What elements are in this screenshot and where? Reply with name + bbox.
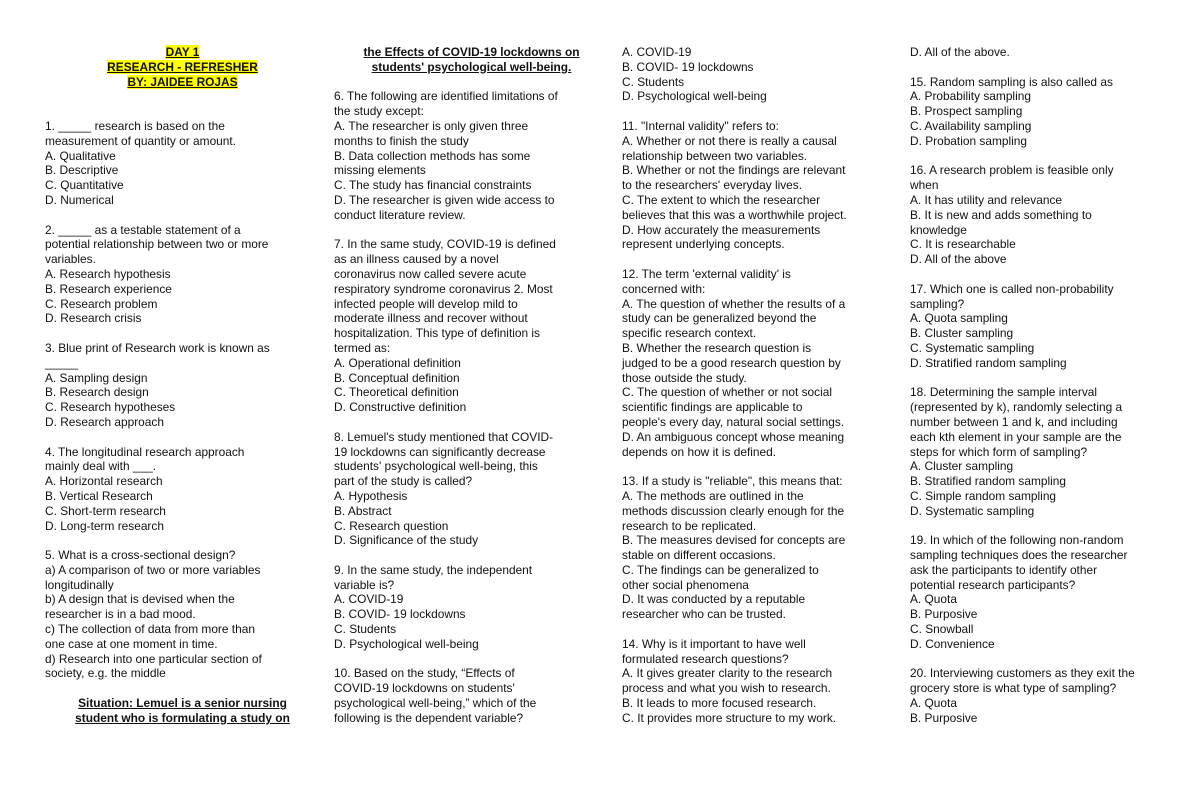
text-line: 14. Why is it important to have well	[622, 636, 806, 651]
text-line: B. Prospect sampling	[910, 104, 1023, 119]
text-line: longitudinally	[45, 577, 114, 592]
text-line: people's every day, natural social settings.	[622, 414, 845, 429]
text-line: concerned with:	[622, 281, 706, 296]
text-line: A. Quota	[910, 592, 957, 607]
text-line: 8. Lemuel's study mentioned that COVID-	[334, 429, 554, 444]
text-line: B. Purposive	[910, 710, 978, 725]
text-line: respiratory syndrome coronavirus 2. Most	[334, 281, 553, 296]
text-line: sampling?	[910, 296, 965, 311]
doc-title: RESEARCH - REFRESHER	[107, 59, 258, 74]
text-line: D. Research crisis	[45, 311, 142, 326]
text-line: specific research context.	[622, 326, 757, 341]
question-block	[334, 89, 609, 222]
text-line: C. Students	[334, 622, 397, 637]
text-line: A. Quota	[910, 696, 957, 711]
text-line: B. It is new and adds something to	[910, 207, 1092, 222]
text-line: D. An ambiguous concept whose meaning	[622, 429, 845, 444]
text-line: A. Horizontal research	[45, 474, 163, 489]
text-line: A. The question of whether the results of a	[622, 296, 846, 311]
text-line: knowledge	[910, 222, 967, 237]
author-line: BY: JAIDEE ROJAS	[127, 74, 238, 89]
question-block	[910, 75, 1185, 149]
text-line: other social phenomena	[622, 577, 749, 592]
text-line: missing elements	[334, 163, 426, 178]
text-line: 16. A research problem is feasible only	[910, 163, 1114, 178]
text-line: C. The question of whether or not social	[622, 385, 832, 400]
question-block	[910, 533, 1185, 651]
text-line: researcher is in a bad mood.	[45, 607, 196, 622]
text-line: society, e.g. the middle	[45, 666, 166, 681]
question-block	[910, 163, 1185, 267]
text-line: termed as:	[334, 340, 391, 355]
text-line: B. Research experience	[45, 281, 172, 296]
text-line: D. Psychological well-being	[334, 636, 479, 651]
text-line: D. Stratified random sampling	[910, 355, 1067, 370]
text-line: C. It is researchable	[910, 237, 1016, 252]
text-line: B. Purposive	[910, 607, 978, 622]
text-line: D. The researcher is given wide access to	[334, 192, 555, 207]
text-line: d) Research into one particular section of	[45, 651, 262, 666]
column-4	[910, 45, 1185, 740]
text-line: C. Research problem	[45, 296, 158, 311]
text-line: A. Whether or not there is really a causal	[622, 133, 837, 148]
text-line: B. COVID- 19 lockdowns	[334, 607, 466, 622]
column-2	[334, 45, 609, 740]
text-line: C. Systematic sampling	[910, 340, 1035, 355]
text-line: A. The methods are outlined in the	[622, 488, 804, 503]
text-line: 11. "Internal validity" refers to:	[622, 118, 779, 133]
text-line: A. Quota sampling	[910, 311, 1008, 326]
text-line: D. Long-term research	[45, 518, 164, 533]
text-line: hospitalization. This type of definition is	[334, 326, 541, 341]
text-line: depends on how it is defined.	[622, 444, 777, 459]
text-line: A. Sampling design	[45, 370, 148, 385]
text-line: represent underlying concepts.	[622, 237, 785, 252]
text-line: students' psychological well-being, this	[334, 459, 538, 474]
text-line: 9. In the same study, the independent	[334, 562, 533, 577]
text-line: A. COVID-19	[334, 592, 404, 607]
text-line: D. Constructive definition	[334, 400, 467, 415]
text-line: 4. The longitudinal research approach	[45, 444, 245, 459]
text-line: B. It leads to more focused research.	[622, 696, 817, 711]
text-line: A. Probability sampling	[910, 89, 1031, 104]
text-line: when	[910, 178, 939, 193]
text-line: C. Research question	[334, 518, 449, 533]
text-line: psychological well-being,” which of the	[334, 696, 537, 711]
text-line: B. Data collection methods has some	[334, 148, 531, 163]
question-block	[622, 45, 897, 104]
text-line: A. It gives greater clarity to the research	[622, 666, 833, 681]
text-line: C. Simple random sampling	[910, 488, 1057, 503]
text-line: b) A design that is devised when the	[45, 592, 235, 607]
text-line: 1. _____ research is based on the	[45, 118, 225, 133]
text-line: variable is?	[334, 577, 395, 592]
day-label: DAY 1	[165, 45, 200, 59]
text-line: months to finish the study	[334, 133, 469, 148]
text-line: D. Systematic sampling	[910, 503, 1035, 518]
document-header	[45, 45, 320, 89]
text-line: C. Students	[622, 74, 685, 89]
text-line: C. Theoretical definition	[334, 385, 459, 400]
text-line: B. Stratified random sampling	[910, 474, 1066, 489]
question-block	[622, 119, 897, 252]
text-line: B. Cluster sampling	[910, 326, 1014, 341]
text-line: study can be generalized beyond the	[622, 311, 817, 326]
text-line: formulated research questions?	[622, 651, 789, 666]
question-block	[45, 119, 320, 208]
text-line: D. All of the above	[910, 252, 1007, 267]
text-line: A. COVID-19	[622, 45, 692, 59]
text-line: 3. Blue print of Research work is known as	[45, 340, 270, 355]
text-line: 19 lockdowns can significantly decrease	[334, 444, 546, 459]
text-line: coronavirus now called severe acute	[334, 266, 527, 281]
text-line: 13. If a study is "reliable", this means that:	[622, 474, 843, 489]
question-block	[334, 666, 609, 725]
text-line: 2. _____ as a testable statement of a	[45, 222, 241, 237]
text-line: C. Availability sampling	[910, 118, 1032, 133]
text-line: potential research participants?	[910, 577, 1076, 592]
text-line: (represented by k), randomly selecting a	[910, 400, 1123, 415]
situation-line: the Effects of COVID-19 lockdowns on	[363, 45, 580, 59]
text-line: 6. The following are identified limitations of	[334, 89, 558, 104]
text-line: 20. Interviewing customers as they exit the	[910, 666, 1135, 681]
text-line: those outside the study.	[622, 370, 747, 385]
text-line: variables.	[45, 252, 96, 267]
text-line: scientific findings are applicable to	[622, 400, 803, 415]
text-line: methods discussion clearly enough for the	[622, 503, 845, 518]
text-line: A. Hypothesis	[334, 488, 408, 503]
text-line: D. Research approach	[45, 414, 164, 429]
text-line: A. The researcher is only given three	[334, 118, 529, 133]
text-line: each kth element in your sample are the	[910, 429, 1122, 444]
text-line: 17. Which one is called non-probability	[910, 281, 1114, 296]
text-line: 7. In the same study, COVID-19 is defined	[334, 237, 556, 252]
question-block	[622, 474, 897, 622]
col1-questions	[45, 119, 320, 681]
text-line: B. COVID- 19 lockdowns	[622, 59, 754, 74]
text-line: one case at one moment in time.	[45, 636, 218, 651]
text-line: potential relationship between two or more	[45, 237, 269, 252]
text-line: B. Abstract	[334, 503, 392, 518]
text-line: C. The findings can be generalized to	[622, 562, 819, 577]
text-line: believes that this was a worthwhile project.	[622, 207, 847, 222]
text-line: B. Research design	[45, 385, 149, 400]
text-line: C. Research hypotheses	[45, 400, 176, 415]
text-line: B. Descriptive	[45, 163, 119, 178]
text-line: moderate illness and recover without	[334, 311, 528, 326]
situation-line: student who is formulating a study on	[75, 710, 290, 725]
text-line: D. It was conducted by a reputable	[622, 592, 806, 607]
text-line: COVID-19 lockdowns on students'	[334, 681, 515, 696]
text-line: the study except:	[334, 104, 424, 119]
column-3	[622, 45, 897, 740]
question-block	[910, 385, 1185, 518]
text-line: sampling techniques does the researcher	[910, 548, 1128, 563]
situation-text	[45, 696, 320, 726]
question-block	[910, 666, 1185, 725]
text-line: 19. In which of the following non-random	[910, 533, 1124, 548]
text-line: _____	[45, 355, 79, 370]
question-block	[45, 445, 320, 534]
question-block	[45, 223, 320, 327]
col4-questions	[910, 45, 1185, 726]
text-line: grocery store is what type of sampling?	[910, 681, 1117, 696]
text-line: infected people will develop mild to	[334, 296, 518, 311]
text-line: D. Significance of the study	[334, 533, 479, 548]
text-line: 18. Determining the sample interval	[910, 385, 1098, 400]
text-line: B. Whether the research question is	[622, 340, 812, 355]
text-line: D. How accurately the measurements	[622, 222, 821, 237]
column-1	[45, 45, 320, 726]
text-line: B. Vertical Research	[45, 488, 153, 503]
text-line: conduct literature review.	[334, 207, 466, 222]
text-line: B. The measures devised for concepts are	[622, 533, 846, 548]
text-line: part of the study is called?	[334, 474, 473, 489]
situation-line: Situation: Lemuel is a senior nursing	[78, 696, 287, 711]
text-line: judged to be a good research question by	[622, 355, 841, 370]
text-line: D. Probation sampling	[910, 133, 1027, 148]
text-line: 15. Random sampling is also called as	[910, 74, 1113, 89]
text-line: process and what you wish to research.	[622, 681, 831, 696]
text-line: 5. What is a cross-sectional design?	[45, 548, 236, 563]
text-line: B. Conceptual definition	[334, 370, 460, 385]
text-line: A. Operational definition	[334, 355, 461, 370]
text-line: 10. Based on the study, “Effects of	[334, 666, 515, 681]
text-line: C. Quantitative	[45, 178, 124, 193]
text-line: C. Snowball	[910, 622, 974, 637]
col3-questions	[622, 45, 897, 726]
col2-questions	[334, 89, 609, 725]
question-block	[45, 548, 320, 681]
text-line: c) The collection of data from more than	[45, 622, 255, 637]
text-line: C. The study has financial constraints	[334, 178, 532, 193]
question-block	[622, 267, 897, 459]
text-line: A. Cluster sampling	[910, 459, 1014, 474]
spacer	[45, 89, 320, 104]
text-line: B. Whether or not the findings are relevant	[622, 163, 846, 178]
text-line: ask the participants to identify other	[910, 562, 1098, 577]
text-line: following is the dependent variable?	[334, 710, 524, 725]
text-line: mainly deal with ___.	[45, 459, 157, 474]
text-line: 12. The term 'external validity' is	[622, 266, 791, 281]
question-block	[910, 282, 1185, 371]
text-line: A. Research hypothesis	[45, 266, 171, 281]
text-line: A. It has utility and relevance	[910, 192, 1063, 207]
question-block	[622, 637, 897, 726]
text-line: research to be replicated.	[622, 518, 757, 533]
question-block	[334, 237, 609, 415]
question-block	[45, 341, 320, 430]
text-line: C. The extent to which the researcher	[622, 192, 821, 207]
text-line: stable on different occasions.	[622, 548, 776, 563]
text-line: relationship between two variables.	[622, 148, 808, 163]
text-line: as an illness caused by a novel	[334, 252, 499, 267]
text-line: measurement of quantity or amount.	[45, 133, 237, 148]
text-line: D. Convenience	[910, 636, 995, 651]
text-line: a) A comparison of two or more variables	[45, 562, 261, 577]
text-line: researcher who can be trusted.	[622, 607, 786, 622]
text-line: C. Short-term research	[45, 503, 166, 518]
text-line: steps for which form of sampling?	[910, 444, 1088, 459]
question-block	[910, 45, 1185, 60]
text-line: C. It provides more structure to my work.	[622, 710, 837, 725]
question-block	[334, 430, 609, 548]
text-line: D. All of the above.	[910, 45, 1010, 59]
text-line: number between 1 and k, and including	[910, 414, 1118, 429]
situation-line: students' psychological well-being.	[371, 59, 572, 74]
question-block	[334, 563, 609, 652]
text-line: A. Qualitative	[45, 148, 116, 163]
text-line: D. Numerical	[45, 192, 114, 207]
text-line: to the researchers' everyday lives.	[622, 178, 803, 193]
text-line: D. Psychological well-being	[622, 89, 767, 104]
situation-continued	[334, 45, 609, 75]
